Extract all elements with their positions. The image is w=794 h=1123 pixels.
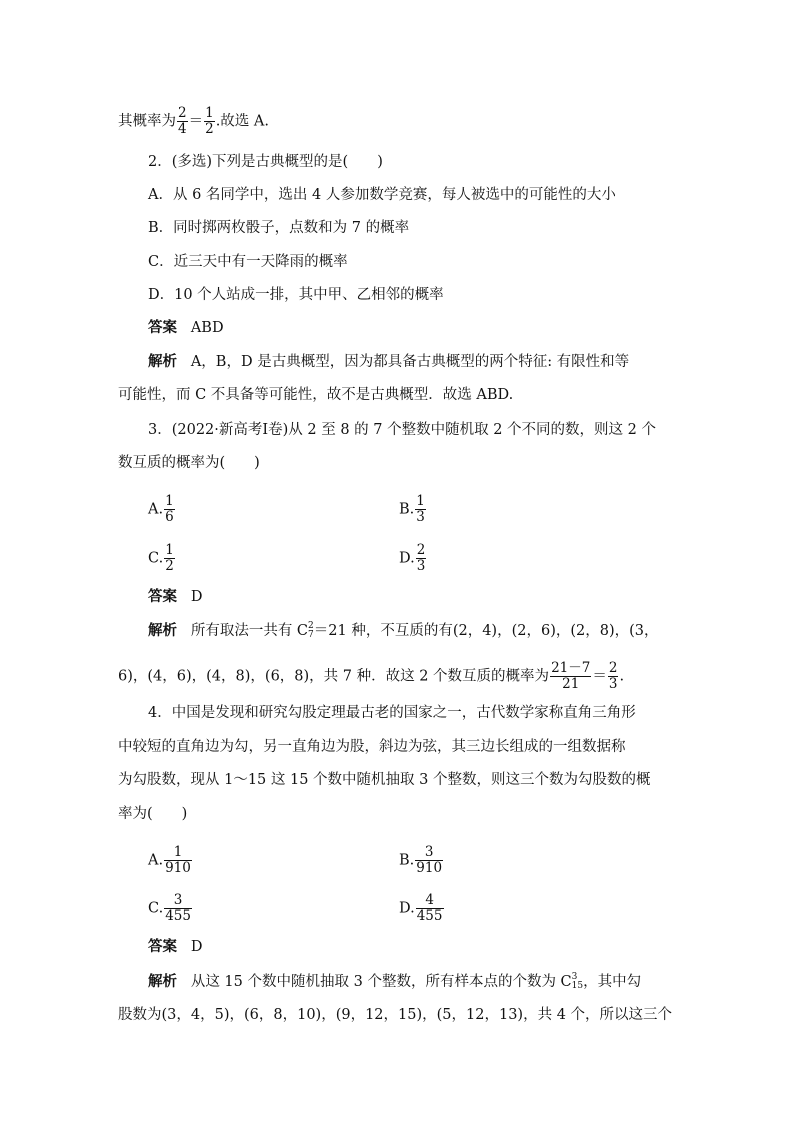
frac-num: 2 <box>178 105 187 121</box>
option-fraction <box>416 543 427 574</box>
comb-sub: 7 <box>308 630 314 640</box>
q3-analysis-line-1 <box>148 621 659 641</box>
option-label: C. <box>148 550 164 567</box>
option-label: B. <box>399 501 415 518</box>
frac-den: 21 <box>562 676 580 692</box>
q2-analysis-line-2: 可能性，而 C 不具备等可能性，故不是古典概型．故选 ABD. <box>118 387 514 403</box>
option-fraction <box>164 893 192 924</box>
frac-num: 1 <box>165 493 174 509</box>
frac-den: 2 <box>165 558 174 574</box>
q1-suffix: .故选 A. <box>215 113 269 130</box>
option-label: C. <box>148 900 164 917</box>
analysis-label: 解析 <box>148 623 177 639</box>
option-fraction <box>164 494 175 525</box>
q3-fraction-2 <box>608 661 619 692</box>
answer-label: 答案 <box>148 320 177 336</box>
frac-num: 1 <box>205 105 214 121</box>
q1-prefix: 其概率为 <box>118 113 176 130</box>
frac-den: 3 <box>416 509 425 525</box>
option-label: A. <box>148 852 164 869</box>
q4-analysis-line-1 <box>148 972 641 992</box>
answer-value: D <box>190 589 203 605</box>
analysis-text: 6)，(4，6)，(4，8)，(6，8)，共 7 种．故这 2 个数互质的概率为 <box>118 668 550 685</box>
combination-indices <box>572 973 583 991</box>
frac-num: 1 <box>416 493 425 509</box>
analysis-text: ，其中勾 <box>583 974 642 990</box>
option-fraction <box>415 494 426 525</box>
frac-num: 3 <box>164 893 192 909</box>
q2-option-d: D．10 个人站成一排，其中甲、乙相邻的概率 <box>148 287 444 303</box>
q3-option-c <box>148 543 176 574</box>
q3-stem-line-2: 数互质的概率为( ) <box>118 455 260 471</box>
frac-den: 2 <box>205 121 214 137</box>
frac-den: 455 <box>165 908 191 924</box>
answer-value: D <box>190 939 203 955</box>
q4-answer <box>148 937 202 957</box>
q2-analysis-line-1 <box>148 352 629 372</box>
option-fraction <box>416 893 444 924</box>
period: . <box>619 668 625 685</box>
frac-den: 910 <box>416 860 443 876</box>
option-fraction <box>164 543 175 574</box>
frac-den: 3 <box>608 676 618 692</box>
frac-den: 910 <box>165 860 191 876</box>
comb-sup: 2 <box>308 621 314 631</box>
option-label: B. <box>399 852 415 869</box>
comb-sup: 3 <box>571 972 578 982</box>
q4-option-b <box>399 845 444 876</box>
q4-stem-line-2: 中较短的直角边为勾，另一直角边为股，斜边为弦，其三边长组成的一组数据称 <box>118 739 626 755</box>
q3-stem-line-1: 3．(2022·新高考Ⅰ卷)从 2 至 8 的 7 个整数中随机取 2 个不同的数，则这 2 个 <box>148 422 656 438</box>
q1-fraction-2 <box>204 106 215 137</box>
frac-den: 3 <box>416 558 426 574</box>
q4-option-d <box>399 893 445 924</box>
analysis-text: ＝21 种，不互质的有(2，4)，(2，6)，(2，8)，(3， <box>313 623 659 639</box>
q2-option-b: B．同时掷两枚骰子，点数和为 7 的概率 <box>148 220 410 236</box>
option-label: A. <box>148 501 164 518</box>
analysis-label: 解析 <box>148 354 177 370</box>
analysis-label: 解析 <box>148 974 177 990</box>
q1-conclusion <box>118 106 269 137</box>
q4-stem-line-4: 率为( ) <box>118 806 188 822</box>
answer-value: ABD <box>190 320 224 336</box>
equals-sign: ＝ <box>188 113 204 130</box>
frac-num: 3 <box>415 845 443 861</box>
frac-num: 4 <box>416 893 444 909</box>
frac-den: 455 <box>416 908 443 924</box>
q4-option-c <box>148 893 193 924</box>
frac-num: 21－7 <box>551 660 591 676</box>
analysis-text: 从这 15 个数中随机抽取 3 个整数，所有样本点的个数为 C <box>190 974 572 990</box>
answer-label: 答案 <box>148 939 177 955</box>
q4-stem-line-1: 4．中国是发现和研究勾股定理最古老的国家之一，古代数学家称直角三角形 <box>148 705 636 721</box>
analysis-text: 所有取法一共有 C <box>190 623 309 639</box>
q3-fraction-1 <box>550 661 591 692</box>
q3-option-d <box>399 543 427 574</box>
option-label: D. <box>399 550 415 567</box>
q3-option-a <box>148 494 176 525</box>
option-fraction <box>415 845 443 876</box>
q4-stem-line-3: 为勾股数，现从 1～15 这 15 个数中随机抽取 3 个整数，则这三个数为勾股数的概 <box>118 772 651 788</box>
frac-den: 4 <box>178 121 187 137</box>
q3-answer <box>148 587 202 607</box>
answer-label: 答案 <box>148 589 177 605</box>
q4-option-a <box>148 845 193 876</box>
analysis-text: A，B，D 是古典概型，因为都具备古典概型的两个特征: 有限性和等 <box>190 354 630 370</box>
frac-num: 1 <box>164 845 192 861</box>
comb-sub: 15 <box>571 981 584 991</box>
equals-sign: ＝ <box>592 668 607 685</box>
q1-fraction-1 <box>177 106 188 137</box>
frac-num: 2 <box>416 542 426 558</box>
q2-answer <box>148 318 224 338</box>
q2-option-c: C．近三天中有一天降雨的概率 <box>148 254 348 270</box>
frac-num: 2 <box>608 660 618 676</box>
q2-stem: 2．(多选)下列是古典概型的是( ) <box>148 154 383 170</box>
frac-den: 6 <box>165 509 174 525</box>
option-label: D. <box>399 900 415 917</box>
q2-option-a: A．从 6 名同学中，选出 4 人参加数学竞赛，每人被选中的可能性的大小 <box>148 187 616 203</box>
frac-num: 1 <box>165 542 174 558</box>
q3-option-b <box>399 494 427 525</box>
q3-analysis-line-2 <box>118 661 624 692</box>
q4-analysis-line-2: 股数为(3，4，5)，(6，8，10)，(9，12，15)，(5，12，13)，共 4 个，所以这三个 <box>118 1007 673 1023</box>
option-fraction <box>164 845 192 876</box>
